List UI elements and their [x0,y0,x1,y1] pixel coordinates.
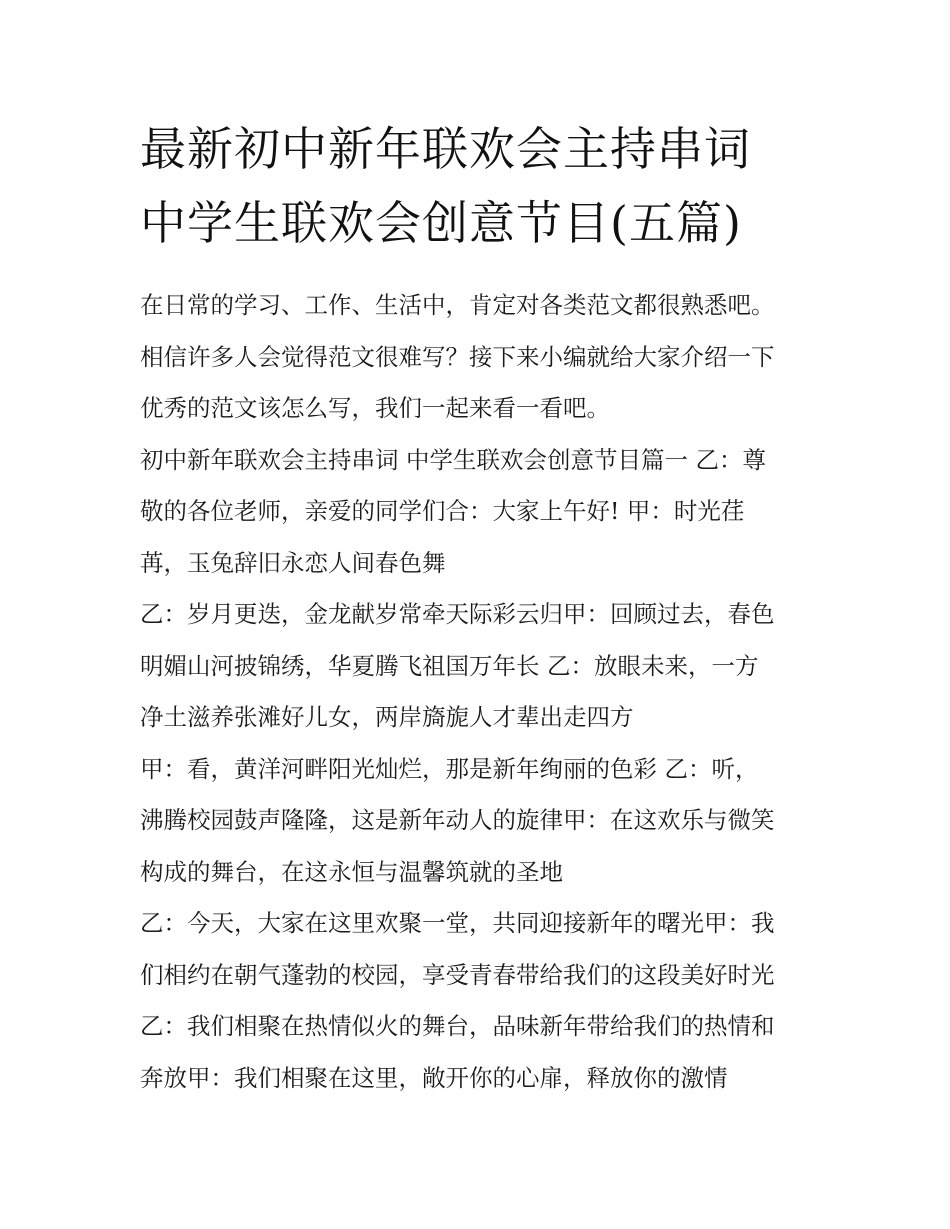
body-line: 沸腾校园鼓声隆隆，这是新年动人的旋律甲：在这欢乐与微笑 [140,806,775,834]
body-line: 构成的舞台，在这永恒与温馨筑就的圣地 [140,857,563,886]
body-line: 乙：今天，大家在这里欢聚一堂，共同迎接新年的曙光甲：我 [140,909,775,937]
body-line: 优秀的范文该怎么写，我们一起来看一看吧。 [140,394,610,422]
document-body [140,280,820,1104]
body-line: 净土滋养张滩好儿女，两岸旖旎人才辈出走四方 [140,703,634,731]
title-line-1: 最新初中新年联欢会主持串词 [140,122,751,176]
body-line: 苒，玉兔辞旧永恋人间春色舞 [140,548,446,577]
body-line: 甲：看，黄洋河畔阳光灿烂，那是新年绚丽的色彩 乙：听， [140,754,759,783]
title-line-2: 中学生联欢会创意节目(五篇) [140,196,742,250]
body-line: 乙：岁月更迭，金龙献岁常牵天际彩云归甲：回顾过去，春色 [140,600,775,628]
body-line: 敬的各位老师，亲爱的同学们合：大家上午好! 甲：时光荏 [140,497,745,525]
body-line: 乙：我们相聚在热情似火的舞台，品味新年带给我们的热情和 [140,1012,775,1040]
document-title [140,112,830,260]
body-line: 们相约在朝气蓬勃的校园，享受青春带给我们的这段美好时光 [140,960,775,989]
body-line: 明媚山河披锦绣，华夏腾飞祖国万年长 乙：放眼未来，一方 [140,651,759,680]
body-line: 相信许多人会觉得范文很难写？接下来小编就给大家介绍一下 [140,342,775,371]
body-line: 初中新年联欢会主持串词 中学生联欢会创意节目篇一 乙：尊 [140,445,766,474]
body-line: 奔放甲：我们相聚在这里，敞开你的心扉，释放你的激情 [140,1063,728,1092]
body-line: 在日常的学习、工作、生活中，肯定对各类范文都很熟悉吧。 [140,291,775,319]
